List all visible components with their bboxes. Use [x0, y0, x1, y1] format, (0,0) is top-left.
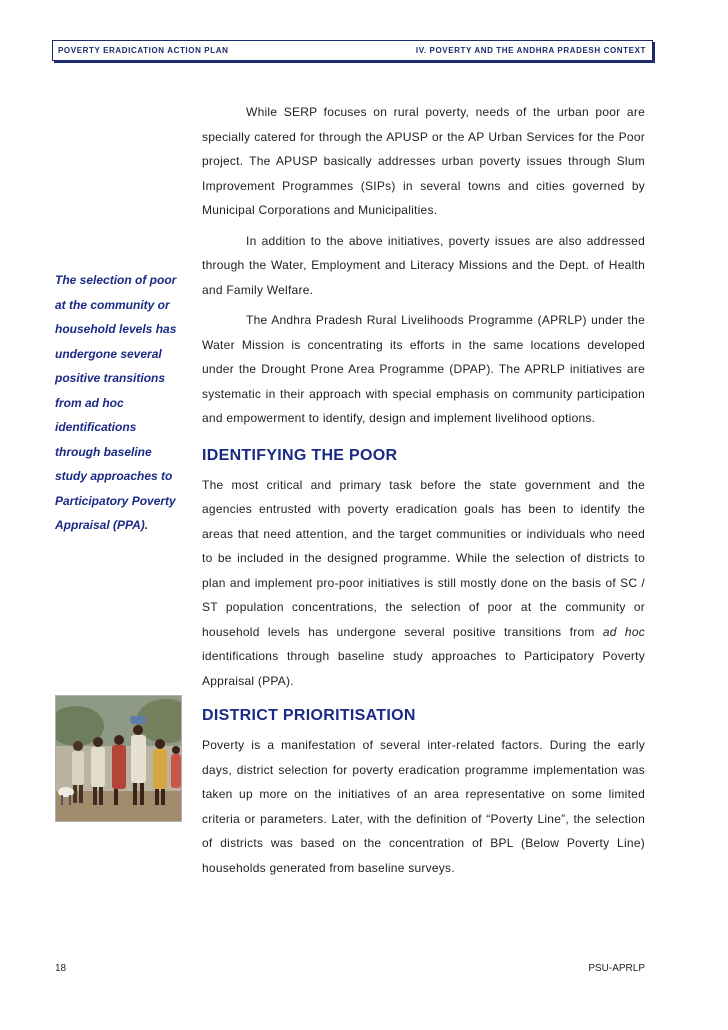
heading-district-prioritisation: DISTRICT PRIORITISATION: [202, 707, 416, 724]
running-header: [52, 40, 653, 61]
sidebar-pull-quote: The selection of poor at the community or household levels has undergone several positive transitions from ad hoc identifications through baseline study approaches to Participatory Poverty Appraisal (PPA).: [55, 273, 177, 532]
paragraph-other-missions: In addition to the above initiatives, poverty issues are also addressed through the Water, Employment and Literacy Missions and the Dept. of Health and Family Welfare.: [202, 233, 645, 297]
header-document-title: POVERTY ERADICATION ACTION PLAN: [58, 46, 229, 55]
villagers-photo-illustration: [56, 696, 182, 822]
heading-identifying-the-poor: IDENTIFYING THE POOR: [202, 446, 398, 464]
paragraph-identifying-italic: ad hoc: [602, 624, 646, 639]
paragraph-aprlp: The Andhra Pradesh Rural Livelihoods Programme (APRLP) under the Water Mission is concentrating its efforts in the same locations developed under the Drought Prone Area Programme (DPAP). The APRLP initiatives are systematic in their approach with special emphasis on community participation and empowerment to identify, design and implement livelihood options.: [202, 313, 645, 425]
villagers-photo: [55, 695, 182, 822]
paragraph-identifying-text-2: identifications through baseline study approaches to Participatory Poverty Appraisal (PPA).: [202, 649, 645, 688]
paragraph-identifying-text-1: The most critical and primary task before the state government and the agencies entrusted with poverty eradication goals has been to identify the areas that need attention, and the target communities or individuals who need to be included in the designed programme. While the selection of districts to plan and implement pro-poor initiatives is still mostly done on the basis of SC / ST population concentrations, the selection of poor at the community or household levels has undergone several positive transitions from: [202, 477, 645, 639]
paragraph-identifying: [202, 473, 645, 694]
main-content: [202, 100, 645, 880]
header-chapter-title: IV. POVERTY AND THE ANDHRA PRADESH CONTEXT: [415, 46, 646, 55]
paragraph-urban-poverty: While SERP focuses on rural poverty, needs of the urban poor are specially catered for through the APUSP or the AP Urban Services for the Poor project. The APUSP basically addresses urban poverty issues through Slum Improvement Programmes (SIPs) in several towns and cities governed by Municipal Corporations and Municipalities.: [202, 105, 645, 217]
footer-organization: PSU-APRLP: [588, 963, 645, 974]
paragraph-district: Poverty is a manifestation of several inter-related factors. During the early days, district selection for poverty eradication programme implementation was taken up more on the initiatives of an area representative on some limited criteria or parameters. Later, with the definition of “Poverty Line”, the selection of districts was based on the concentration of BPL (Below Poverty Line) households generated from baseline surveys.: [202, 738, 645, 875]
page-number: 18: [55, 963, 67, 974]
